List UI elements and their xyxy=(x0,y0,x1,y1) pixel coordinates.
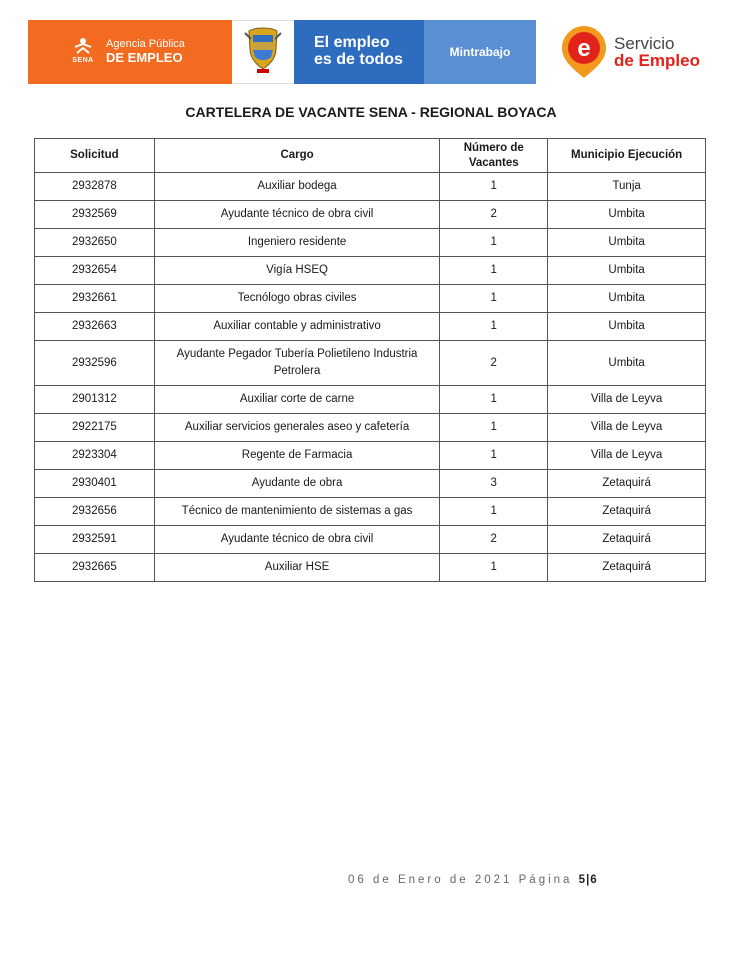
cell-municipio: Villa de Leyva xyxy=(548,414,706,442)
table-header-row xyxy=(35,139,706,173)
table-row xyxy=(35,257,706,285)
footer-page-total: 6 xyxy=(590,874,598,886)
slogan-line2: es de todos xyxy=(314,51,403,68)
cell-vacantes: 2 xyxy=(440,526,548,554)
cell-municipio: Umbita xyxy=(548,285,706,313)
cell-cargo: Tecnólogo obras civiles xyxy=(154,285,439,313)
cell-solicitud: 2932878 xyxy=(35,173,155,201)
slogan-block xyxy=(294,20,424,84)
footer-page-current: 5 xyxy=(578,874,587,886)
cell-municipio: Umbita xyxy=(548,201,706,229)
table-row xyxy=(35,386,706,414)
cell-municipio: Zetaquirá xyxy=(548,498,706,526)
footer-date: 06 de Enero de 2021 xyxy=(348,874,513,886)
cell-vacantes: 2 xyxy=(440,201,548,229)
servicio-e-icon xyxy=(560,24,608,80)
header-numero-vacantes: Número de Vacantes xyxy=(440,139,548,173)
servicio-line2: de Empleo xyxy=(614,51,700,70)
table-row xyxy=(35,173,706,201)
cell-solicitud: 2932654 xyxy=(35,257,155,285)
footer-page-word: Página xyxy=(518,874,573,886)
cell-cargo: Auxiliar contable y administrativo xyxy=(154,313,439,341)
cell-solicitud: 2932656 xyxy=(35,498,155,526)
slogan-line1: El empleo xyxy=(314,34,390,52)
cell-solicitud: 2932650 xyxy=(35,229,155,257)
cell-solicitud: 2932596 xyxy=(35,341,155,386)
table-row xyxy=(35,442,706,470)
cell-cargo: Ayudante técnico de obra civil xyxy=(154,201,439,229)
svg-text:e: e xyxy=(577,35,591,62)
cell-municipio: Zetaquirá xyxy=(548,470,706,498)
cell-cargo: Auxiliar HSE xyxy=(154,554,439,582)
colombia-shield-logo xyxy=(232,20,294,84)
cell-municipio: Villa de Leyva xyxy=(548,386,706,414)
cell-cargo: Ingeniero residente xyxy=(154,229,439,257)
mintrabajo-logo: Mintrabajo xyxy=(424,20,536,84)
cell-municipio: Villa de Leyva xyxy=(548,442,706,470)
cell-cargo: Auxiliar servicios generales aseo y cafetería xyxy=(154,414,439,442)
cell-vacantes: 1 xyxy=(440,229,548,257)
cell-vacantes: 1 xyxy=(440,313,548,341)
cell-vacantes: 1 xyxy=(440,173,548,201)
table-row xyxy=(35,229,706,257)
header-solicitud: Solicitud xyxy=(35,139,155,173)
table-row xyxy=(35,285,706,313)
table-row xyxy=(35,201,706,229)
table-row xyxy=(35,414,706,442)
cell-municipio: Umbita xyxy=(548,257,706,285)
table-row xyxy=(35,498,706,526)
cell-cargo: Vigía HSEQ xyxy=(154,257,439,285)
table-row xyxy=(35,341,706,386)
header-municipio: Municipio Ejecución xyxy=(548,139,706,173)
cell-cargo: Auxiliar bodega xyxy=(154,173,439,201)
cell-municipio: Zetaquirá xyxy=(548,554,706,582)
agencia-line1: Agencia Pública xyxy=(106,38,185,51)
cell-vacantes: 1 xyxy=(440,285,548,313)
cell-cargo: Auxiliar corte de carne xyxy=(154,386,439,414)
cell-vacantes: 1 xyxy=(440,414,548,442)
sena-logo-text: SENA xyxy=(72,57,94,64)
cell-vacantes: 1 xyxy=(440,442,548,470)
cell-vacantes: 3 xyxy=(440,470,548,498)
page-footer: 06 de Enero de 2021 Página 5|6 xyxy=(348,874,598,886)
cell-vacantes: 1 xyxy=(440,386,548,414)
servicio-line1: Servicio xyxy=(614,33,675,53)
cell-solicitud: 2932665 xyxy=(35,554,155,582)
cell-cargo: Ayudante técnico de obra civil xyxy=(154,526,439,554)
cell-vacantes: 1 xyxy=(440,498,548,526)
cell-solicitud: 2923304 xyxy=(35,442,155,470)
cell-solicitud: 2901312 xyxy=(35,386,155,414)
header-cargo: Cargo xyxy=(154,139,439,173)
page-title: CARTELERA DE VACANTE SENA - REGIONAL BOYACA xyxy=(185,104,557,120)
cell-cargo: Ayudante de obra xyxy=(154,470,439,498)
table-row xyxy=(35,526,706,554)
cell-solicitud: 2932569 xyxy=(35,201,155,229)
header-banner xyxy=(28,20,536,84)
cell-municipio: Umbita xyxy=(548,229,706,257)
cell-municipio: Umbita xyxy=(548,313,706,341)
agencia-publica-logo xyxy=(28,20,232,84)
cell-cargo: Ayudante Pegador Tubería Polietileno Industria Petrolera xyxy=(154,341,439,386)
cell-solicitud: 2932663 xyxy=(35,313,155,341)
cell-solicitud: 2930401 xyxy=(35,470,155,498)
vacancies-table xyxy=(34,138,706,582)
table-row xyxy=(35,313,706,341)
cell-vacantes: 1 xyxy=(440,257,548,285)
cell-cargo: Técnico de mantenimiento de sistemas a gas xyxy=(154,498,439,526)
cell-solicitud: 2922175 xyxy=(35,414,155,442)
cell-solicitud: 2932591 xyxy=(35,526,155,554)
sena-icon xyxy=(68,37,98,67)
table-row xyxy=(35,554,706,582)
coat-of-arms-icon xyxy=(243,27,283,77)
cell-solicitud: 2932661 xyxy=(35,285,155,313)
cell-cargo: Regente de Farmacia xyxy=(154,442,439,470)
cell-vacantes: 1 xyxy=(440,554,548,582)
cell-municipio: Tunja xyxy=(548,173,706,201)
agencia-line2: DE EMPLEO xyxy=(106,49,183,65)
servicio-de-empleo-logo xyxy=(560,20,720,84)
table-row xyxy=(35,470,706,498)
cell-municipio: Umbita xyxy=(548,341,706,386)
cell-municipio: Zetaquirá xyxy=(548,526,706,554)
cell-vacantes: 2 xyxy=(440,341,548,386)
